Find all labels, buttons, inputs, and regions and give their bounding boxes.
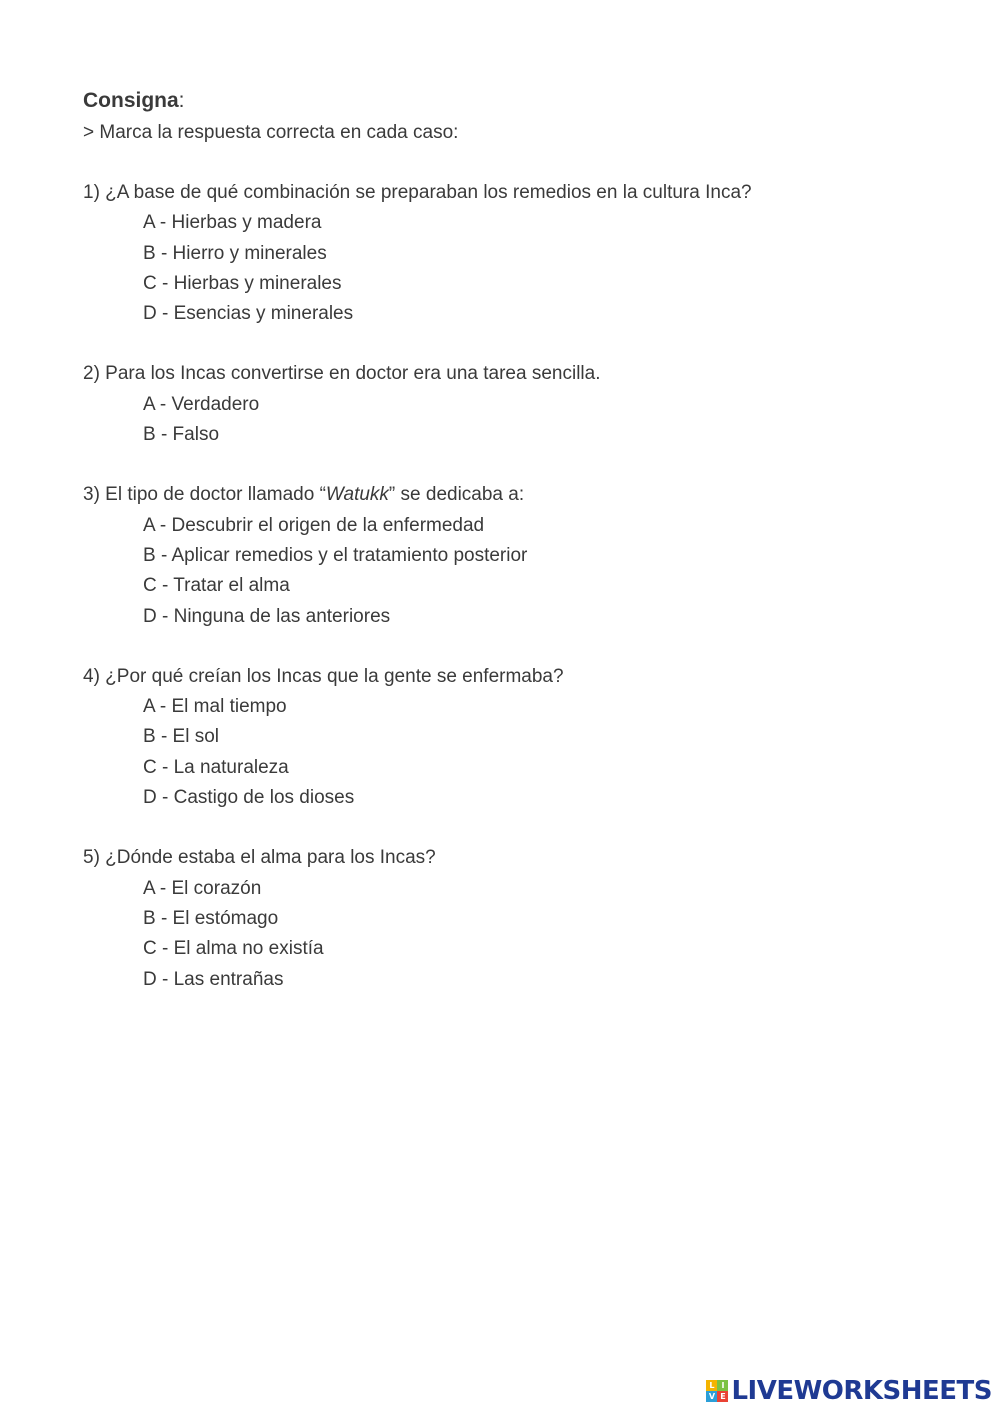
logo-mark-letter: E (717, 1391, 728, 1402)
answer-option[interactable]: A - El mal tiempo (143, 696, 287, 718)
question-text: 2) Para los Incas convertirse en doctor era una tarea sencilla. (83, 363, 601, 385)
answer-option[interactable]: A - Verdadero (143, 393, 260, 415)
question-5 (83, 843, 963, 994)
instructions-heading (83, 84, 963, 118)
question-text: 4) ¿Por qué creían los Incas que la gente se enfermaba? (83, 665, 564, 687)
question-text-emphasis: Watukk (325, 484, 389, 506)
answer-option[interactable]: B - El estómago (143, 907, 279, 929)
answer-option[interactable]: D - Ninguna de las anteriores (143, 605, 391, 627)
logo-mark-letter: I (717, 1380, 728, 1391)
question-2 (83, 359, 963, 450)
answer-option[interactable]: A - Descubrir el origen de la enfermedad (143, 514, 485, 536)
answer-option[interactable]: A - Hierbas y madera (143, 212, 322, 234)
answer-option[interactable]: B - Falso (143, 424, 220, 446)
question-1 (83, 178, 963, 329)
answer-option[interactable]: D - Las entrañas (143, 968, 284, 990)
instruction-text: > Marca la respuesta correcta en cada caso: (83, 122, 459, 143)
logo-mark-letter: L (706, 1380, 717, 1391)
liveworksheets-logo-icon (706, 1380, 728, 1402)
answer-option[interactable]: C - Hierbas y minerales (143, 272, 342, 294)
answer-option[interactable]: C - El alma no existía (143, 938, 324, 960)
heading-title: Consigna (83, 89, 179, 112)
question-text (83, 480, 963, 510)
liveworksheets-logo (706, 1377, 992, 1405)
heading-colon: : (178, 89, 185, 112)
answer-option[interactable]: A - El corazón (143, 877, 262, 899)
worksheet-page (83, 84, 963, 995)
logo-mark-letter: V (706, 1391, 717, 1402)
question-text: 1) ¿A base de qué combinación se preparaban los remedios en la cultura Inca? (83, 182, 752, 203)
question-text-prefix: 3) El tipo de doctor llamado “ (83, 484, 326, 506)
answer-option[interactable]: C - La naturaleza (143, 756, 289, 778)
answer-option[interactable]: D - Esencias y minerales (143, 303, 354, 325)
logo-text: LIVEWORKSHEETS (731, 1376, 992, 1406)
question-4 (83, 662, 963, 813)
answer-option[interactable]: B - Aplicar remedios y el tratamiento posterior (143, 544, 528, 566)
answer-option[interactable]: B - Hierro y minerales (143, 242, 327, 264)
answer-option[interactable]: C - Tratar el alma (143, 575, 290, 597)
question-text: 5) ¿Dónde estaba el alma para los Incas? (83, 847, 436, 869)
answer-option[interactable]: B - El sol (143, 726, 220, 748)
answer-option[interactable]: D - Castigo de los dioses (143, 787, 355, 809)
question-text-suffix: ” se dedicaba a: (388, 484, 525, 506)
question-3 (83, 480, 963, 631)
